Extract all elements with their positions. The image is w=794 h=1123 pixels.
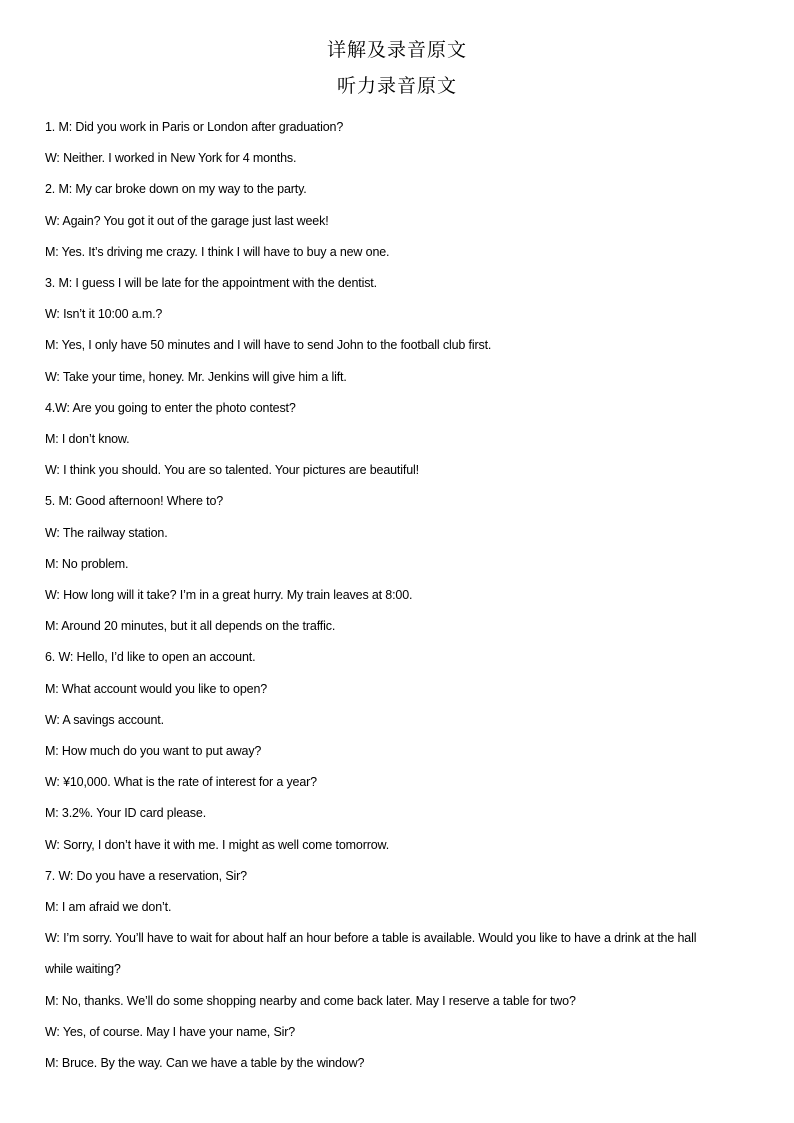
transcript-line: W: Again? You got it out of the garage just last week! [45,213,329,228]
transcript-line: M: No problem. [45,556,129,571]
transcript-line: W: I’m sorry. You’ll have to wait for about half an hour before a table is available. Would you like to have a drink at the hall [45,931,697,946]
transcript-line: W: A savings account. [45,712,164,727]
transcript-line: M: What account would you like to open? [45,681,268,696]
transcript-line: M: Around 20 minutes, but it all depends on the traffic. [45,619,336,634]
transcript-line: M: Yes, I only have 50 minutes and I will have to send John to the football club first. [45,338,492,353]
transcript-line: W: ¥10,000. What is the rate of interest for a year? [45,775,317,790]
transcript-line: M: I don’t know. [45,432,130,447]
transcript-line: M: How much do you want to put away? [45,744,262,759]
transcript-line: M: I am afraid we don’t. [45,900,172,915]
transcript-line: 4.W: Are you going to enter the photo contest? [45,400,296,415]
transcript-line: 6. W: Hello, I’d like to open an account. [45,650,256,665]
transcript-line: M: 3.2%. Your ID card please. [45,806,207,821]
transcript-line: W: The railway station. [45,525,168,540]
transcript-body [45,112,757,1079]
transcript-line: W: How long will it take? I’m in a great hurry. My train leaves at 8:00. [45,588,413,603]
transcript-line: W: I think you should. You are so talented. Your pictures are beautiful! [45,463,419,478]
transcript-line: 3. M: I guess I will be late for the appointment with the dentist. [45,276,377,291]
transcript-line: W: Isn’t it 10:00 a.m.? [45,307,163,322]
transcript-line: W: Yes, of course. May I have your name, Sir? [45,1024,296,1039]
transcript-line: 7. W: Do you have a reservation, Sir? [45,868,247,883]
transcript-line: W: Take your time, honey. Mr. Jenkins will give him a lift. [45,369,347,384]
transcript-line: M: No, thanks. We’ll do some shopping nearby and come back later. May I reserve a table for two? [45,993,576,1008]
document-subtitle: 听力录音原文 [336,75,457,97]
transcript-line: M: Bruce. By the way. Can we have a table by the window? [45,1056,365,1071]
transcript-line: W: Neither. I worked in New York for 4 months. [45,151,297,166]
transcript-line: while waiting? [45,962,121,977]
transcript-line: 2. M: My car broke down on my way to the party. [45,182,307,197]
transcript-line: M: Yes. It’s driving me crazy. I think I will have to buy a new one. [45,244,390,259]
transcript-line: W: Sorry, I don’t have it with me. I might as well come tomorrow. [45,837,390,852]
document-title: 详解及录音原文 [326,39,467,61]
transcript-line: 1. M: Did you work in Paris or London after graduation? [45,120,344,134]
transcript-line: 5. M: Good afternoon! Where to? [45,494,224,509]
